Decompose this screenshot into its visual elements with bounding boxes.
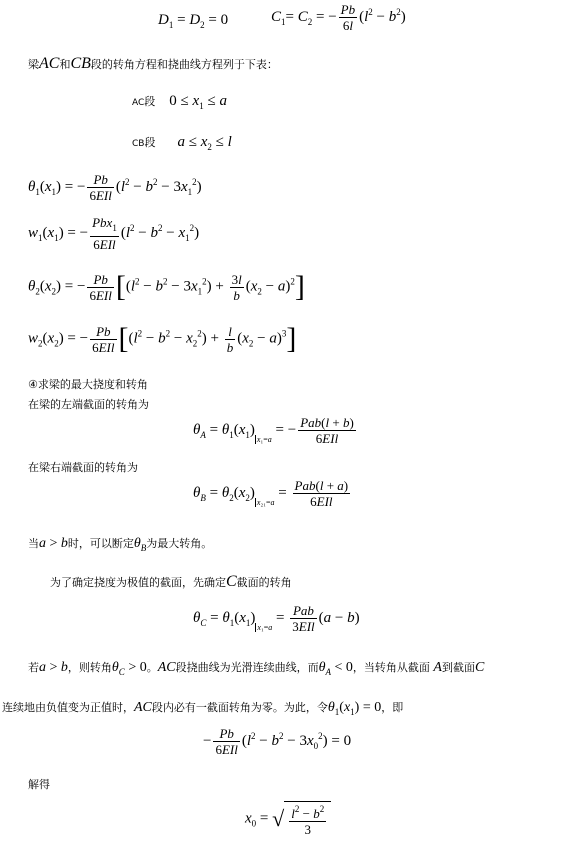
continuous-text: 连续地由负值变为正值时，AC段内必有一截面转角为零。为此，令$\theta_1(x_1) = 0$，即 xyxy=(2,700,404,717)
eq-w2: $w_2(x_2)$ = − $\frac{Pb}{\text{6EIl}}$ [$(l^2 - b^2 - x_2^2)$ + $\frac{l}{b}$ $(x_2 - a)^3$] xyxy=(28,322,297,355)
eq-theta2: $\theta_2(x_2)$ = − $\frac{Pb}{\text{6EIl}}$ [$(l^2 - b^2 - 3x_1^2)$ + $\frac{3l}{b}$ $(x_2 - a)^2$] xyxy=(28,270,305,303)
eq-d: $D_1 = D_2 = 0$ xyxy=(158,12,229,30)
eq-zero: − $\frac{Pb}{\text{6EIl}}$ $(l^2 - b^2 - 3x_0^2) = 0$ xyxy=(203,726,352,757)
solve-text: 解得 xyxy=(28,778,50,791)
eq-thetaB: $\theta_B = \theta_2(x_2)_{x_{21}=a}$ = $\frac{\text{Pab(l + a)}}{\text{6EIl}}$ xyxy=(193,478,349,509)
determine-text: 为了确定挠度为极值的截面，先确定C截面的转角 xyxy=(50,573,292,590)
eq-thetaC: $\theta_C = \theta_1(x_1)_{x_1=a}$ = $\frac{\text{Pab}}{\text{3EIl}}$ (a − b) xyxy=(193,603,360,634)
eq-w1: $w_1(x_1)$ = − $\frac{Pbx_1}{\text{6EIl}}$ $(l^2 - b^2 - x_1^2)$ xyxy=(28,215,200,252)
right-section-text: 在梁右端截面的转角为 xyxy=(28,461,138,474)
segment-ac: AC段 $0 \le x_1 \le a$ xyxy=(132,93,227,111)
eq-thetaA: $\theta_A = \theta_1(x_1)_{x_1=a}$ = − $\frac{\text{Pab(l + b)}}{\text{6EIl}}$ xyxy=(193,415,354,446)
eq-c: $C_1= C_2$ = − $\frac{Pb}{6l}$ $(l^2 - b^2)$ xyxy=(271,2,406,33)
when-text: 当a > b时，可以断定$\theta_B$为最大转角。 xyxy=(28,536,213,553)
eq-x0: $x_0$ = √ $\frac{l^2 - b^2}{3}$ xyxy=(245,801,331,837)
if-text: 若a > b，则转角$\theta_C > 0$。AC段挠曲线为光滑连续曲线，而$\theta_A < 0$，当转角从截面 A到截面C xyxy=(28,660,485,677)
intro-line: 梁AC和CB段的转角方程和挠曲线方程列于下表： xyxy=(28,55,278,72)
left-section-text: 在梁的左端截面的转角为 xyxy=(28,398,149,411)
segment-cb: CB段 $a \le x_2 \le l$ xyxy=(132,134,232,152)
eq-theta1: $\theta_1(x_1)$ = − $\frac{Pb}{\text{6EIl}}$ $(l^2 - b^2 - 3x_1^2)$ xyxy=(28,172,202,203)
step4-heading: ④求梁的最大挠度和转角 xyxy=(28,378,148,391)
